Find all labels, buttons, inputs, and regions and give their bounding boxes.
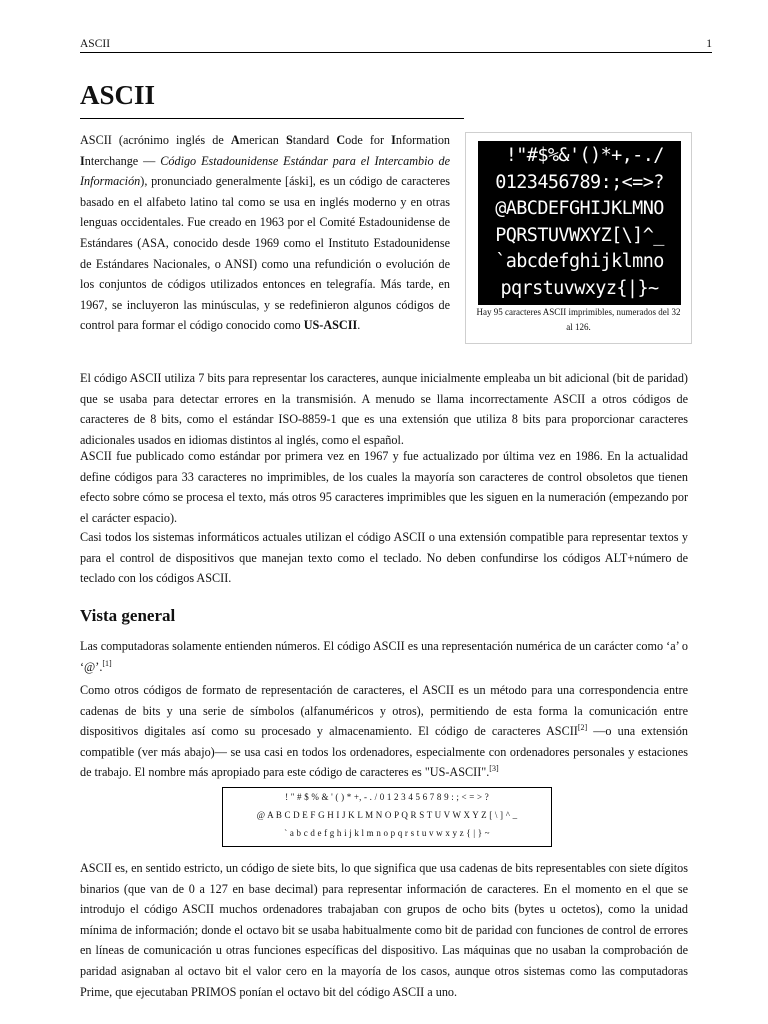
paragraph-history: ASCII fue publicado como estándar por primera vez en 1967 y fue actualizado por última vez en 1986. En la actualidad define códigos para 33 caracteres no imprimibles, de los cuales la mayoría son caracteres de control obsoletos que tienen efecto sobre cómo se procesa el texto, más otros 95 caracteres imprimibles que les siguen en la numeración (empezando por el carácter espacio). [80, 449, 688, 525]
intro-paragraph: ASCII (acrónimo inglés de American Standard Code for Information Interchange — Código Estadounidense Estándar para el Intercambio de Información), pronunciado generalmente [áski], es un código de caracteres basado en el alfabeto latino tal como se usa en inglés moderno y en otras lenguas occidentales. Fue creado en 1963 por el Comité Estadounidense de Estándares (ASA, conocido desde 1969 como el Instituto Estadounidense de Estándares Nacionales, o ANSI) como una refundición o evolución de los conjuntos de códigos utilizados entonces en telegrafía. Más tarde, en 1967, se incluyeron las minúsculas, y se redefinieron algunos códigos de control para formar el código conocido como US-ASCII. [80, 133, 451, 333]
ascii-figure [465, 132, 692, 344]
section-heading-vista-general: Vista general [80, 606, 176, 625]
footnote-ref: [1] [102, 658, 112, 668]
page-title: ASCII [80, 80, 156, 110]
running-header [80, 38, 712, 53]
figure-line: !"#$%&'()*+,-./ [495, 145, 664, 166]
ascii-table-line: ` a b c d e f g h i j k l m n o p q r s t u v w x y z { | } ~ [284, 828, 490, 838]
figure-line: pqrstuvwxyz{|}~ [500, 277, 659, 299]
figure-line: `abcdefghijklmno [495, 251, 664, 273]
us-ascii-term: US-ASCII [303, 318, 358, 333]
ascii-table-line: @ A B C D E F G H I J K L M N O P Q R S T U V W X Y Z [ \ ] ^ _ [256, 810, 518, 820]
figure-line: PQRSTUVWXYZ[\]^_ [495, 224, 664, 246]
ascii-printable-chars-image [478, 141, 681, 305]
ascii-table-line: ! " # $ % & ' ( ) * +, - . / 0 1 2 3 4 5 6 7 8 9 : ; < = > ? [285, 792, 489, 802]
paragraph-mapping: Como otros códigos de formato de representación de caracteres, el ASCII es un método para una correspondencia entre cadenas de bits y una serie de símbolos (alfanuméricos y otros), permitiendo de esta forma la comunicación entre dispositivos digitales así como su procesado y almacenamiento. El código de caracteres ASCII[2] —o una extensión compatible (ver más abajo)— se usa casi en todos los ordenadores, especialmente con ordenadores personales y estaciones de trabajo. El nombre más apropiado para este código de caracteres es "US-ASCII".[3] [80, 683, 688, 780]
paragraph-numbers: Las computadoras solamente entienden números. El código ASCII es una representación numérica de un carácter como ‘a’ o ‘@’.[1] [80, 639, 688, 674]
figure-line: 0123456789:;<=>? [495, 171, 664, 193]
figure-line: @ABCDEFGHIJKLMNO [495, 198, 664, 220]
running-header-title: ASCII [80, 38, 111, 50]
ascii-character-table [222, 787, 552, 847]
footnote-ref: [3] [489, 764, 499, 774]
page-number: 1 [706, 38, 712, 50]
figure-caption: Hay 95 caracteres ASCII imprimibles, numerados del 32 al 126. [476, 307, 681, 332]
paragraph-7bits: El código ASCII utiliza 7 bits para representar los caracteres, aunque inicialmente empleaba un bit adicional (bit de paridad) que se usaba para detectar errores en la transmisión. A menudo se llama incorrectamente ASCII a otros códigos de caracteres de 8 bits, como el estándar ISO-8859-1 que es una extensión que utiliza 8 bits para proporcionar caracteres adicionales usados en idiomas distintos al inglés, como el español. [80, 371, 688, 447]
title-divider [80, 118, 464, 119]
paragraph-usage: Casi todos los sistemas informáticos actuales utilizan el código ASCII o una extensión compatible para representar textos y para el control de dispositivos que manejan texto como el teclado. No deben confundirse los códigos ALT+número de teclado con los códigos ASCII. [80, 530, 688, 586]
paragraph-seven-bits: ASCII es, en sentido estricto, un código de siete bits, lo que significa que usa cadenas de bits representables con siete dígitos binarios (que van de 0 a 127 en base decimal) para representar información de caracteres. En el momento en el que se introdujo el código ASCII muchos ordenadores trabajaban con grupos de ocho bits (bytes u octetos), como la unidad mínima de información; donde el octavo bit se usaba habitualmente como bit de paridad con funciones de control de errores en líneas de comunicación u otras funciones específicas del dispositivo. Las máquinas que no usaban la comprobación de paridad asignaban al octavo bit el valor cero en la mayoría de los casos, aunque otros sistemas como las computadoras Prime, que ejecutaban PRIMOS ponían el octavo bit del código ASCII a uno. [80, 861, 688, 999]
footnote-ref: [2] [577, 723, 588, 733]
